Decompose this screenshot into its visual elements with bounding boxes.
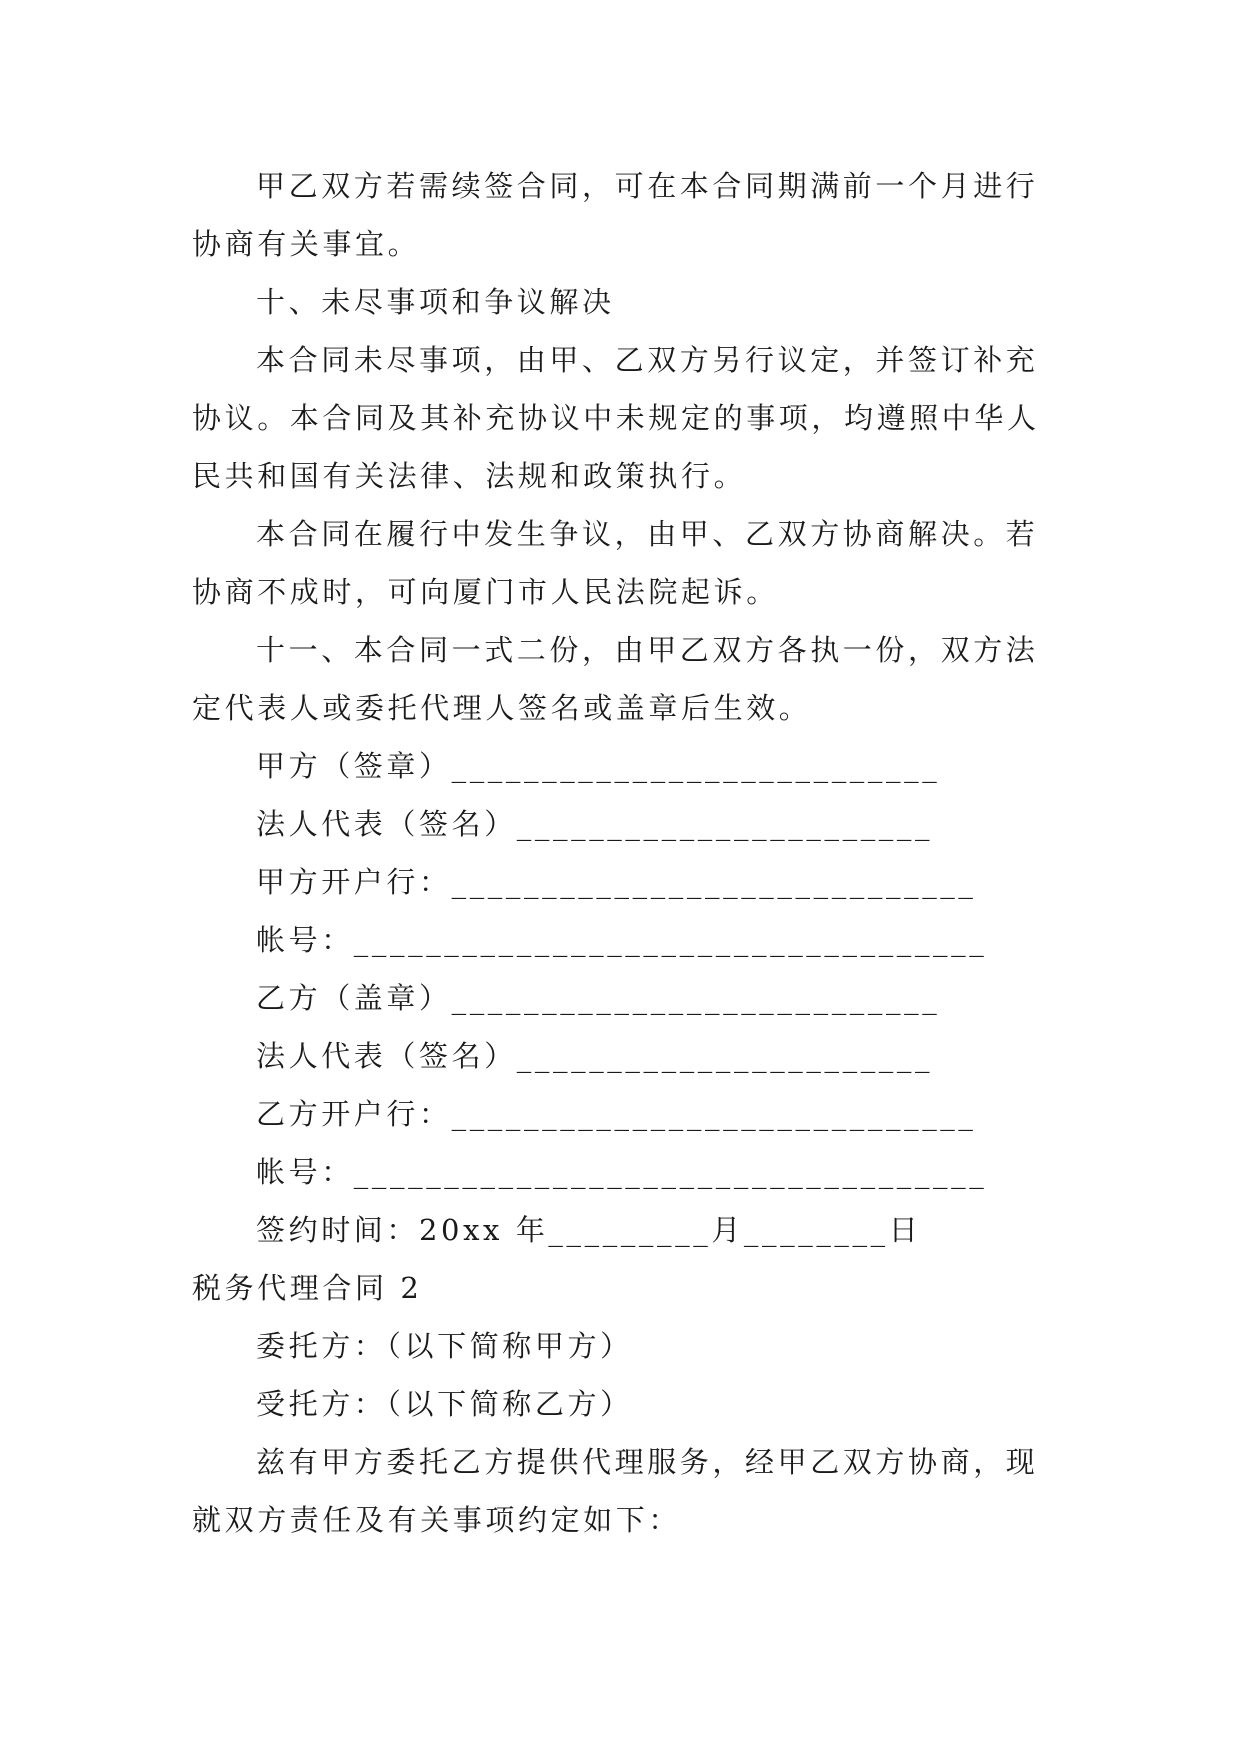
paragraph-renewal: 甲乙双方若需续签合同，可在本合同期满前一个月进行协商有关事宜。	[192, 169, 1039, 261]
field-party-b-account: 帐号：___________________________________	[256, 1155, 988, 1189]
section-10-heading: 十、未尽事项和争议解决	[256, 285, 615, 319]
paragraph-unresolved-matters: 本合同未尽事项，由甲、乙双方另行议定，并签订补充协议。本合同及其补充协议中未规定的事项，均遵照中华人民共和国有关法律、法规和政策执行。	[192, 343, 1040, 493]
document-body	[192, 157, 1052, 1549]
field-signing-date: 签约时间：20xx 年_________月________日	[256, 1213, 922, 1247]
signature-party-b-seal: 乙方（盖章）___________________________	[256, 981, 941, 1015]
signature-party-b-legal-rep: 法人代表（签名）_______________________	[256, 1039, 934, 1073]
contract-2-client: 委托方：（以下简称甲方）	[256, 1329, 633, 1363]
contract-2-intro: 兹有甲方委托乙方提供代理服务，经甲乙双方协商，现就双方责任及有关事项约定如下：	[192, 1445, 1039, 1537]
paragraph-dispute-resolution: 本合同在履行中发生争议，由甲、乙双方协商解决。若协商不成时，可向厦门市人民法院起诉。	[192, 517, 1039, 609]
signature-party-a-legal-rep: 法人代表（签名）_______________________	[256, 807, 934, 841]
field-party-b-bank: 乙方开户行：_____________________________	[256, 1097, 977, 1131]
field-party-a-bank: 甲方开户行：_____________________________	[256, 865, 977, 899]
contract-2-agent: 受托方：（以下简称乙方）	[256, 1387, 633, 1421]
contract-2-title: 税务代理合同 2	[192, 1271, 423, 1305]
signature-party-a-seal: 甲方（签章）___________________________	[256, 749, 941, 783]
paragraph-copies-effective: 十一、本合同一式二份，由甲乙双方各执一份，双方法定代表人或委托代理人签名或盖章后生效。	[192, 633, 1039, 725]
field-party-a-account: 帐号：___________________________________	[256, 923, 988, 957]
